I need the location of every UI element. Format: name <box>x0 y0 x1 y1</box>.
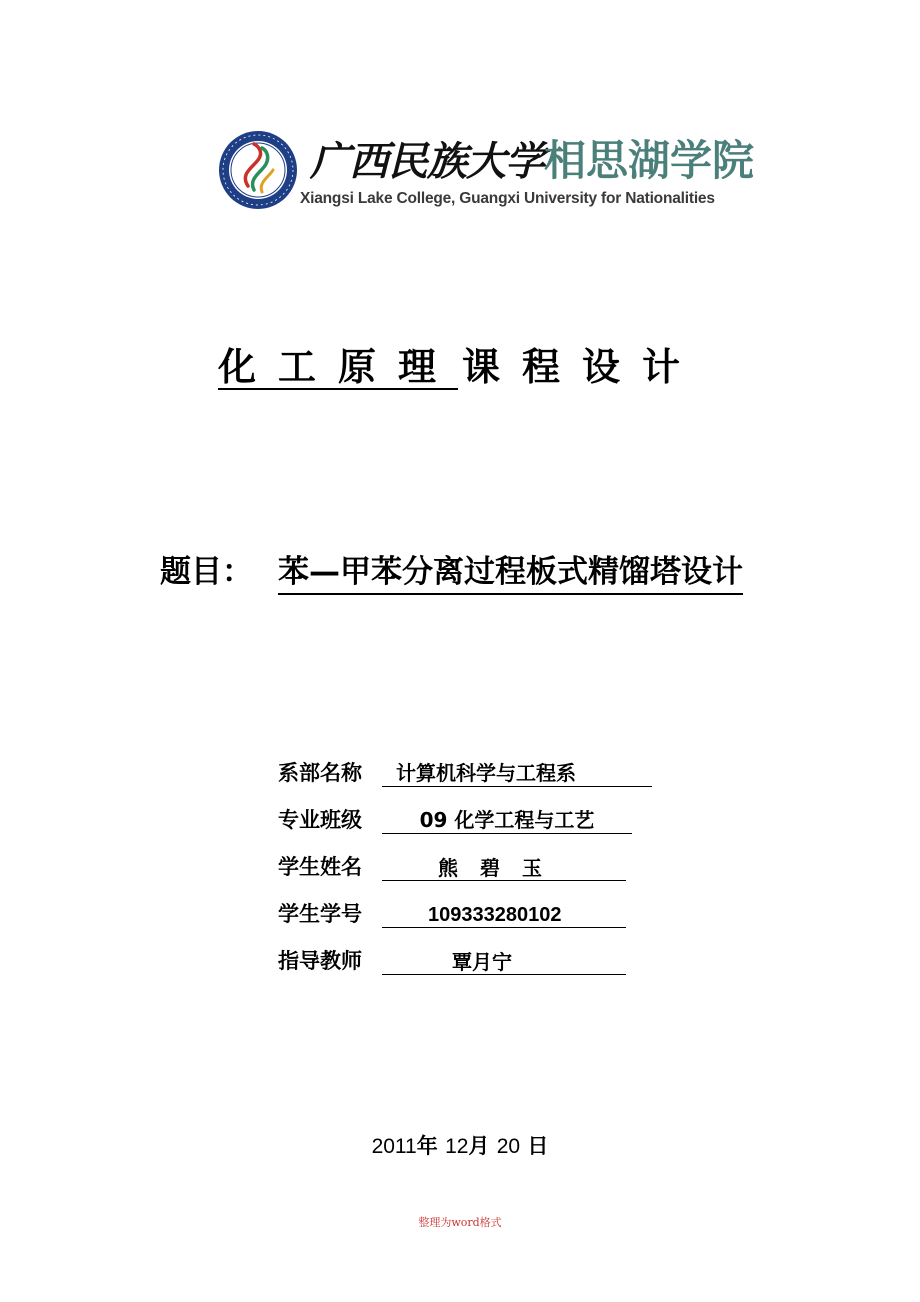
department-label: 系部名称 <box>278 761 362 785</box>
advisor-value: 覃月宁 <box>382 949 626 975</box>
school-name-en: Xiangsi Lake College, Guangxi University for Nationalities <box>300 190 715 207</box>
info-row-student-name <box>278 834 652 881</box>
submission-date <box>0 1130 920 1160</box>
date-year-unit: 年 <box>416 1134 438 1158</box>
date-day-unit: 日 <box>527 1134 549 1158</box>
student-id-value: 109333280102 <box>382 902 626 928</box>
college-name-cn: 相思湖学院 <box>544 136 755 185</box>
advisor-label: 指导教师 <box>278 949 362 973</box>
university-seal-icon <box>218 130 298 210</box>
class-value: 09 化学工程与工艺 <box>382 807 632 834</box>
footer-watermark: 整理为word格式 <box>418 1216 502 1229</box>
date-year: 2011 <box>371 1135 417 1158</box>
student-id-label: 学生学号 <box>278 902 362 926</box>
date-month: 12 <box>445 1135 469 1158</box>
school-logo <box>218 128 755 220</box>
info-row-advisor <box>278 928 652 975</box>
topic-value: 苯—甲苯分离过程板式精馏塔设计 <box>278 546 743 595</box>
info-row-department <box>278 740 652 787</box>
student-name-label: 学生姓名 <box>278 855 362 879</box>
course-title <box>0 336 920 391</box>
info-row-student-id <box>278 881 652 928</box>
info-row-class <box>278 787 652 834</box>
department-value: 计算机科学与工程系 <box>382 760 652 787</box>
topic-label: 题目： <box>160 554 253 590</box>
class-label: 专业班级 <box>278 808 362 832</box>
date-day: 20 <box>496 1135 521 1158</box>
date-month-unit: 月 <box>468 1134 490 1158</box>
school-name-cn-main: 广西民族大学 <box>310 138 544 185</box>
topic-line <box>160 546 743 595</box>
course-title-rest: 课程设计 <box>462 345 703 389</box>
school-name-cn <box>310 128 754 184</box>
student-info <box>278 740 652 975</box>
student-name-value: 熊碧玉 <box>382 855 626 881</box>
course-title-underlined: 化工原理 <box>217 345 458 389</box>
